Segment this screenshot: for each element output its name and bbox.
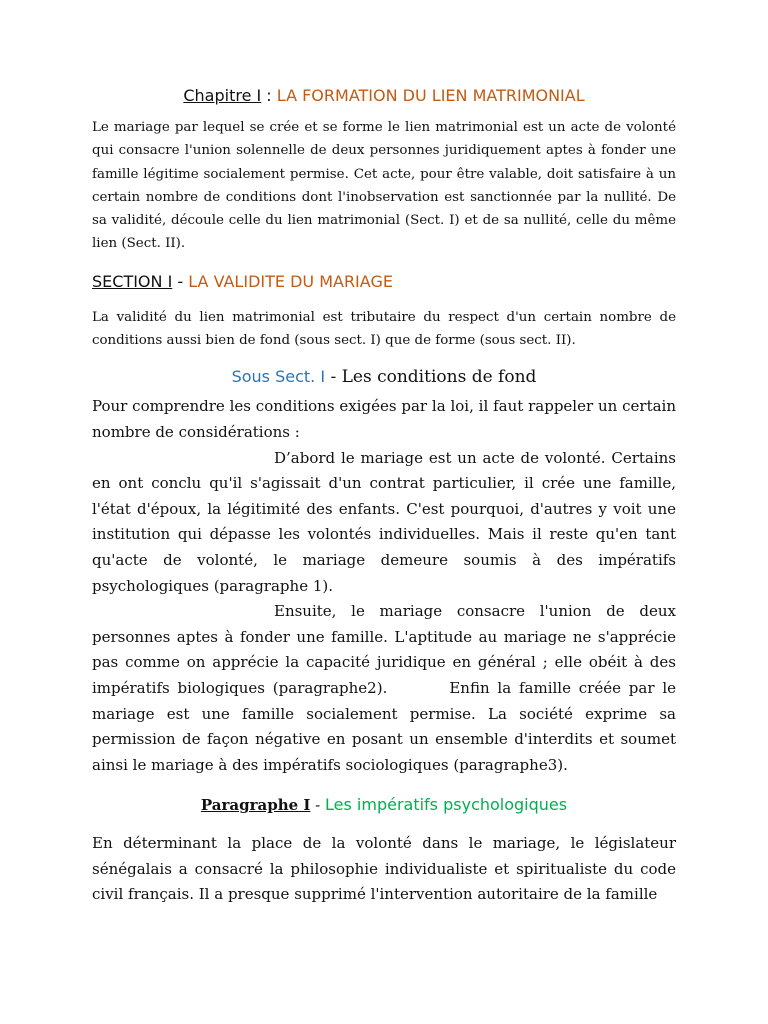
chapter-label: Chapitre I [183,86,262,105]
section-heading [92,270,676,294]
subsection-paragraph-1: Pour comprendre les conditions exigées par la loi, il faut rappeler un certain nombre de considérations : [92,397,676,441]
chapter-title: LA FORMATION DU LIEN MATRIMONIAL [276,86,585,105]
section-title: LA VALIDITE DU MARIAGE [188,271,393,291]
subsection-paragraph-3a-text: Ensuite, le mariage consacre l'union de deux personnes aptes à fonder une famille. L'aptitude au mariage ne s'apprécie pas comme on apprécie la capacité juridique en général ; elle obéit à des impératifs biologiques (paragraphe2). [92,602,676,697]
chapter-separator: : [261,86,277,105]
document-content [92,84,676,908]
section-label: SECTION I [92,271,173,291]
subsection-separator: - [325,367,342,388]
subsection-label: Sous Sect. I [231,367,326,387]
paragraph-body: En déterminant la place de la volonté dans le mariage, le législateur sénégalais a consacré la philosophie individualiste et spiritualiste du code civil français. Il a presque supprimé l'intervention autoritaire de la famille [92,834,676,904]
paragraph-title: Les impératifs psychologiques [325,795,568,815]
intro-paragraph: Le mariage par lequel se crée et se forme le lien matrimonial est un acte de volonté qui consacre l'union solennelle de deux personnes juridiquement aptes à fonder une famille légitime socialement permise. Cet acte, pour être valable, doit satisfaire à un certain nombre de conditions dont l'inobservation est sanctionnée par la nullité. De sa validité, découle celle du lien matrimonial (Sect. I) et de sa nullité, celle du même lien (Sect. II). [92,120,676,252]
subsection-title: Les conditions de fond [341,367,537,388]
paragraph-separator: - [310,796,326,815]
paragraph-label: Paragraphe I [200,796,311,815]
subsection-paragraph-2-text: D’abord le mariage est un acte de volonté. Certains en ont conclu qu'il s'agissait d'un contrat particulier, il crée une famille, l'état d'époux, la légitimité des enfants. C'est pourquoi, d'autres y voit une institution qui dépasse les volontés individuelles. Mais il reste qu'en tant qu'acte de volonté, le mariage demeure soumis à des impératifs psychologiques (paragraphe 1). [92,448,676,595]
section-paragraph: La validité du lien matrimonial est tributaire du respect d'un certain nombre de conditions aussi bien de fond (sous sect. I) que de forme (sous sect. II). [92,309,676,349]
section-separator: - [172,271,189,291]
subsection-paragraph-3b-text: Enfin la famille créée par le mariage est une famille socialement permise. La société exprime sa permission de façon négative en posant un ensemble d'interdits et soumet ainsi le mariage à des impératifs sociologiques (paragraphe3). [92,678,677,774]
paragraph-heading [92,792,676,819]
subsection-paragraph-2 [92,446,676,600]
subsection-heading [92,364,676,390]
subsection-paragraph-3 [92,599,676,778]
chapter-heading [92,84,676,108]
